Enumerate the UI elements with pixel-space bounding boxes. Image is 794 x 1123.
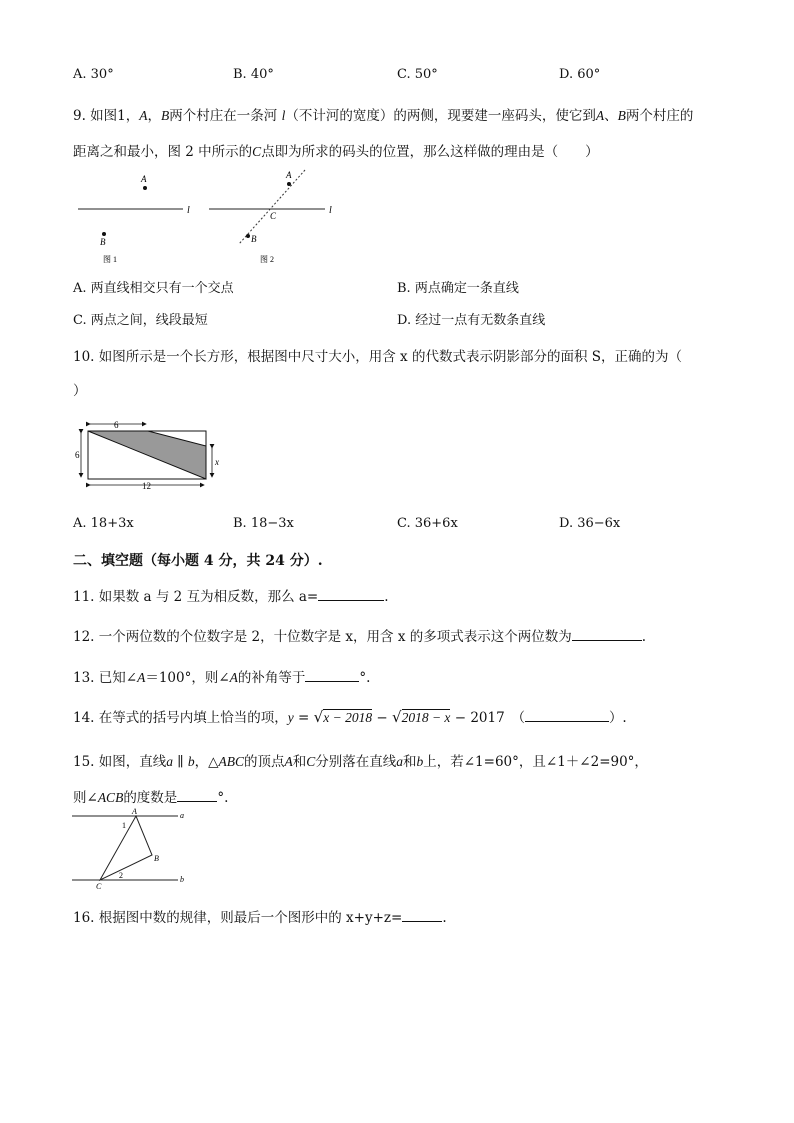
q10-dim-left: 6: [75, 450, 80, 460]
q14-var-y: y: [287, 710, 294, 725]
q10-option-a: A. 18+3x: [73, 516, 134, 531]
fig1-caption: 图 1: [103, 255, 117, 264]
q15-var-a: a: [396, 754, 403, 769]
q15-text: 的度数是: [123, 790, 178, 806]
q15-text: 则∠: [73, 790, 98, 806]
q10-dim-right: x: [215, 457, 219, 467]
q11: [73, 585, 389, 605]
q10-line-2: ）: [73, 383, 87, 399]
q15-end: °.: [217, 790, 229, 806]
q13-text: 的补角等于: [237, 670, 306, 686]
q9-text: 点即为所求的码头的位置，那么这样做的理由是（ ）: [261, 144, 599, 160]
q14-minus: −: [372, 710, 392, 726]
q8-option-c: C. 50°: [397, 67, 438, 82]
q15-fig-angle-2: 2: [119, 871, 123, 880]
q15-line-2: [73, 786, 228, 806]
q9-option-d: D. 经过一点有无数条直线: [397, 313, 546, 328]
q9-var-b: B: [161, 108, 170, 123]
q15-var-b: b: [187, 754, 195, 769]
q9-option-c: C. 两点之间，线段最短: [73, 313, 208, 328]
q14-text: 14. 在等式的括号内填上恰当的项，: [73, 710, 288, 726]
q15-answer-blank[interactable]: [177, 789, 217, 802]
q10-option-d: D. 36−6x: [559, 516, 621, 531]
q9-text: 、: [604, 108, 618, 124]
q15-text: 上，若∠1=60°，且∠1＋∠2=90°，: [423, 754, 648, 770]
q15-text: 和: [403, 754, 417, 770]
q15-text: 和: [292, 754, 307, 770]
q13-text: ＝100°，则∠: [145, 670, 230, 686]
q10-option-b: B. 18−3x: [233, 516, 294, 531]
q9-text: 9. 如图1，: [73, 108, 140, 124]
q14: 14. 在等式的括号内填上恰当的项，y = √x − 2018 − √2018 − x − 2017 （ ）.: [73, 708, 627, 726]
q9-figure-1: [78, 174, 190, 264]
q13-answer-blank[interactable]: [305, 669, 359, 682]
q13-text: 13. 已知∠: [73, 670, 138, 686]
q14-eq: =: [293, 710, 314, 726]
q11-end: .: [384, 589, 389, 605]
q10-line-1: 10. 如图所示是一个长方形，根据图中尺寸大小，用含 x 的代数式表示阴影部分的面积 S，正确的为（: [73, 349, 682, 365]
q15-text: 的顶点: [243, 754, 285, 770]
q12-text: 12. 一个两位数的个位数字是 2，十位数字是 x，用含 x 的多项式表示这个两位数为: [73, 629, 572, 645]
q9-text: 两个村庄在一条河: [169, 108, 278, 124]
q9-var-b: B: [617, 108, 626, 123]
q10-rectangle-figure: [75, 415, 225, 495]
q9-line-1: [73, 104, 693, 124]
q15-text: ，△: [194, 754, 219, 770]
q12-end: .: [641, 629, 647, 645]
q9-var-a: A: [595, 108, 605, 123]
q12: [73, 625, 646, 645]
q16-answer-blank[interactable]: [402, 909, 442, 922]
q9-var-c: C: [252, 144, 262, 159]
section-2-heading: 二、填空题（每小题 4 分，共 24 分）.: [73, 553, 323, 569]
q9-text: 距离之和最小，图 2 中所示的: [73, 144, 253, 160]
q11-text: 11. 如果数 a 与 2 互为相反数，那么 a=: [73, 589, 319, 605]
q15-var-acb: ACB: [97, 790, 124, 805]
fig2-label-a: A: [286, 170, 292, 180]
q15-var-c: C: [306, 754, 316, 769]
q14-paren: （: [518, 710, 525, 726]
q8-option-a: A. 30°: [73, 67, 114, 82]
q15-var-abc: ABC: [218, 754, 244, 769]
q9-figures: [73, 168, 343, 268]
q15-fig-label-b: b: [180, 875, 184, 884]
q13: [73, 666, 370, 686]
q14-tail: − 2017: [450, 710, 505, 726]
q15-var-b: b: [416, 754, 424, 769]
q10-dim-bottom: 12: [142, 481, 151, 491]
fig2-label-l: l: [329, 205, 332, 216]
fig2-label-b: B: [251, 234, 257, 244]
q13-var-a: A: [229, 670, 238, 685]
fig1-label-a: A: [141, 174, 147, 184]
q14-paren: ）.: [608, 710, 627, 726]
q15-fig-angle-1: 1: [122, 821, 126, 830]
q8-option-b: B. 40°: [233, 67, 274, 82]
q12-answer-blank[interactable]: [572, 628, 642, 641]
fig1-label-b: B: [100, 237, 106, 247]
q15-fig-label-a: a: [180, 811, 184, 820]
q10-dim-top: 6: [114, 420, 119, 430]
q13-var-a: A: [137, 670, 146, 685]
fig2-caption: 图 2: [260, 255, 274, 264]
q15-text: ∥: [173, 754, 188, 770]
q15-var-a: A: [284, 754, 293, 769]
q15-var-a: a: [166, 754, 174, 769]
q15-line-1: [73, 750, 648, 770]
q11-answer-blank[interactable]: [318, 588, 384, 601]
q16: [73, 906, 447, 926]
q16-end: .: [442, 910, 447, 926]
q9-var-l: l: [281, 108, 286, 123]
q9-text: ，: [147, 108, 162, 124]
q9-figure-2: [209, 170, 332, 264]
q14-answer-blank[interactable]: [525, 709, 609, 722]
q15-fig-label-a-vertex: A: [132, 808, 137, 816]
q9-option-a: A. 两直线相交只有一个交点: [73, 281, 234, 296]
q9-option-b: B. 两点确定一条直线: [397, 281, 519, 296]
q10-option-c: C. 36+6x: [397, 516, 458, 531]
q9-text: （不计河的宽度）的两侧，现要建一座码头，使它到: [285, 108, 596, 124]
q14-radical-1: x − 2018: [323, 710, 373, 725]
q9-var-a: A: [139, 108, 148, 123]
q9-line-2: [73, 140, 599, 160]
q14-radical-2: 2018 − x: [401, 710, 451, 725]
q15-text: 分别落在直线: [315, 754, 397, 770]
q15-figure: [70, 808, 190, 890]
q15-fig-label-b-vertex: B: [154, 854, 159, 863]
q15-text: 15. 如图，直线: [73, 754, 167, 770]
q13-end: °.: [359, 670, 371, 686]
fig2-label-c: C: [270, 211, 277, 221]
fig1-label-l: l: [187, 205, 190, 216]
q15-fig-label-c-vertex: C: [96, 882, 102, 890]
q9-text: 两个村庄的: [625, 108, 694, 124]
q16-text: 16. 根据图中数的规律，则最后一个图形中的 x+y+z=: [73, 910, 403, 926]
q8-option-d: D. 60°: [559, 67, 601, 82]
